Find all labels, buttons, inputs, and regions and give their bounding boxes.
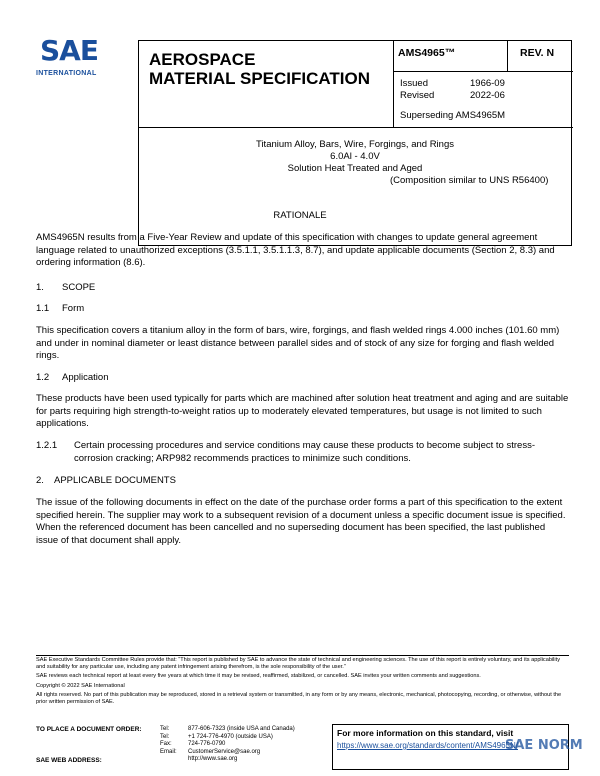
subject-block	[138, 139, 572, 175]
email-link[interactable]: CustomerService@sae.org	[188, 748, 261, 755]
footer-legal	[36, 657, 569, 706]
email-label: Email:	[160, 748, 177, 755]
tel2-label: Tel:	[160, 733, 170, 740]
divider	[393, 41, 394, 127]
sae-logo: SAE	[40, 34, 98, 67]
info-link[interactable]: https://www.sae.org/standards/content/AMS4965N/	[337, 741, 518, 750]
divider	[393, 71, 573, 72]
rationale-heading: RATIONALE	[273, 210, 327, 221]
spec-title-line1: AEROSPACE	[149, 50, 256, 69]
web-address-label: SAE WEB ADDRESS:	[36, 757, 102, 764]
section-1-title: SCOPE	[62, 282, 96, 293]
section-1-2-1-text: Certain processing procedures and service conditions may cause these products to become subject to stress-corrosion cracking; ARP982 recommends practices to minimize such conditions.	[74, 440, 535, 464]
subject-line: 6.0Al - 4.0V	[330, 151, 380, 162]
web-label-spacer	[160, 756, 177, 764]
fax-value: 724-776-0790	[188, 741, 226, 748]
section-1-number: 1.	[36, 282, 44, 293]
section-1-2-1-number: 1.2.1	[36, 440, 58, 451]
section-1-2-text: These products have been used typically for parts which are machined after solution heat treatment and aging and are suitable for parts requiring high strength-to-weight ratios up to moderately elevated temperatures, but usage is not limited to such applications.	[36, 393, 569, 429]
info-title: For more information on this standard, visit	[337, 728, 514, 738]
section-1-2-number: 1.2	[36, 372, 50, 383]
footer-rules: SAE Executive Standards Committee Rules provide that: “This report is published by SAE to advance the state of technical and engineering sciences. The use of this report is entirely voluntary, and its applicability and suitability for any particular use, including any patent infringement arising therefrom, is the sole responsibility of the user.”	[36, 657, 561, 671]
footer-rule	[36, 655, 569, 656]
contact-labels	[160, 726, 177, 764]
section-1-2-title: Application	[62, 372, 109, 383]
section-2-title: APPLICABLE DOCUMENTS	[54, 475, 176, 486]
issued-label: Issued	[400, 78, 428, 89]
spec-title	[149, 50, 370, 88]
order-label: TO PLACE A DOCUMENT ORDER:	[36, 726, 142, 733]
watermark-logo	[505, 738, 583, 753]
tel2-value: +1 724-776-4970 (outside USA)	[188, 733, 273, 740]
section-1-1-text: This specification covers a titanium alloy in the form of bars, wire, forgings, and flash welded rings 4.000 inches (101.60 mm) and under in nominal diameter or least distance between parallel sides and of stock of any size for forging and flash welded rings.	[36, 325, 560, 361]
web-link[interactable]: http://www.sae.org	[188, 756, 238, 763]
revised-date: 2022-06	[470, 90, 505, 101]
issued-date: 1966-09	[470, 78, 505, 89]
section-1-1-title: Form	[62, 303, 85, 314]
spec-title-line2: MATERIAL SPECIFICATION	[149, 69, 370, 88]
sae-logo-subtext: INTERNATIONAL	[36, 70, 97, 77]
footer-copyright: Copyright © 2022 SAE International	[36, 682, 125, 689]
tel-label: Tel:	[160, 726, 170, 732]
rationale-text: AMS4965N results from a Five-Year Review and update of this specification with changes to update general agreement language related to unauthorized exceptions (3.5.1.1, 3.5.1.1.3, 8.7), and update applicable documents (Section 2, 8.3) and ordering information (8.6).	[36, 232, 555, 268]
watermark-text: SAE NORM	[505, 738, 583, 753]
superseding-note: Superseding AMS4965M	[400, 110, 506, 121]
fax-label: Fax:	[160, 741, 172, 748]
subject-line: Titanium Alloy, Bars, Wire, Forgings, and Rings	[256, 139, 454, 150]
divider	[507, 41, 508, 71]
footer-review: SAE reviews each technical report at least every five years at which time it may be revised, reaffirmed, stabilized, or cancelled. SAE invites your written comments and suggestions.	[36, 673, 481, 680]
revised-label: Revised	[400, 90, 435, 101]
subject-composition: (Composition similar to UNS R56400)	[390, 175, 549, 186]
contact-values	[188, 726, 295, 764]
section-2-number: 2.	[36, 475, 44, 486]
section-1-1-number: 1.1	[36, 303, 50, 314]
tel-value: 877-606-7323 (inside USA and Canada)	[188, 726, 295, 732]
footer-rights: All rights reserved. No part of this publication may be reproduced, stored in a retrieval system or transmitted, in any form or by any means, electronic, mechanical, photocopying, recording, or otherwise, without the prior written permission of SAE.	[36, 691, 562, 706]
subject-line: Solution Heat Treated and Aged	[287, 163, 423, 174]
revision: REV. N	[520, 47, 555, 59]
doc-number: AMS4965™	[398, 47, 456, 59]
section-2-text: The issue of the following documents in effect on the date of the purchase order forms a part of this specification to the extent specified herein. The supplier may work to a subsequent revision of a document unless a specific document issue is specified. When the referenced document has been cancelled and no superseding document has been specified, the last published issue of that document shall apply.	[36, 497, 566, 546]
divider	[139, 127, 573, 128]
